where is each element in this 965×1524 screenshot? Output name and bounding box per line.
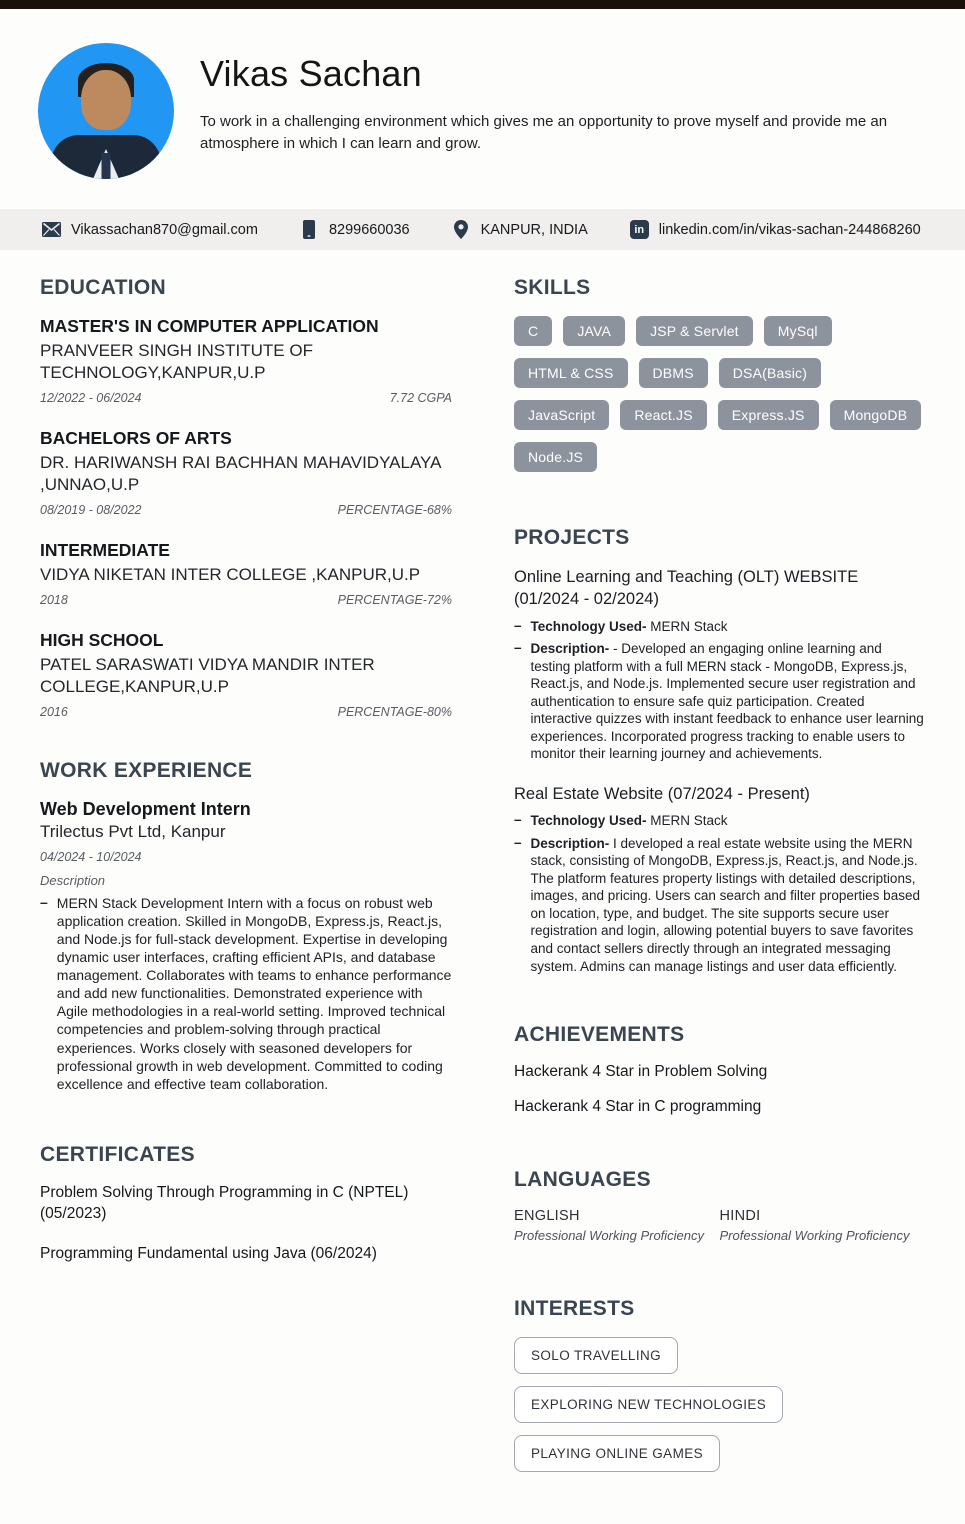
language-entry	[720, 1208, 926, 1243]
skill-pill: JavaScript	[514, 400, 609, 430]
language-level: Professional Working Proficiency	[719, 1228, 910, 1244]
resume-body	[0, 250, 965, 1524]
job-description-text: – MERN Stack Development Intern with a focus on robust web application creation. Skilled in MongoDB, Express.js, React.js, and Node.js for full-stack development. Expertise in developing dynamic user interfaces, crafting efficient APIs, and database management. Collaborates with teams to enhance performance and add new functionalities. Demonstrated experience with Agile methodologies in a real-world setting. Improved technical competencies and problem-solving through practical experiences. Works closely with seasoned developers for professional growth in web development. Committed to coding excellence and effective team collaboration.	[56, 895, 452, 1092]
education-score: PERCENTAGE-68%	[337, 503, 452, 518]
skill-pill: MongoDB	[830, 400, 922, 430]
work-experience-heading: WORK EXPERIENCE	[40, 759, 253, 783]
education-meta	[40, 503, 452, 517]
header-text	[200, 43, 900, 179]
job-description-label: Description	[40, 873, 106, 889]
projects-section	[514, 526, 925, 975]
job-description-bullet	[40, 894, 452, 1093]
skill-pill: JAVA	[563, 316, 625, 346]
education-score: 7.72 CGPA	[389, 391, 452, 406]
candidate-name: Vikas Sachan	[200, 53, 422, 94]
career-objective: To work in a challenging environment which gives me an opportunity to prove myself and provide me an atmosphere in which I can learn and grow.	[200, 113, 888, 152]
contact-phone-text: 8299660036	[328, 221, 410, 238]
education-entry	[40, 428, 452, 517]
project-title: Real Estate Website (07/2024 - Present)	[514, 784, 810, 803]
job-title: Web Development Intern	[40, 799, 251, 820]
project-tech-label: Technology Used-	[530, 813, 647, 829]
language-level: Professional Working Proficiency	[514, 1228, 705, 1244]
languages-heading: LANGUAGES	[514, 1168, 651, 1192]
contact-email[interactable]	[42, 220, 258, 239]
school-name: PRANVEER SINGH INSTITUTE OF TECHNOLOGY,KANPUR,U.P	[40, 340, 313, 382]
education-date: 12/2022 - 06/2024	[40, 391, 142, 406]
contact-linkedin[interactable]	[630, 220, 921, 239]
achievements-heading: ACHIEVEMENTS	[514, 1023, 685, 1047]
resume-header	[0, 9, 965, 179]
school-name: DR. HARIWANSH RAI BACHHAN MAHAVIDYALAYA ,UNNAO,U.P	[40, 452, 441, 495]
skills-list	[514, 316, 925, 472]
work-experience-section	[40, 759, 452, 1093]
education-section	[40, 276, 452, 719]
education-meta	[40, 391, 452, 405]
project-description-text: - Developed an engaging online learning and testing platform with a full MERN stack - MongoDB, Express.js, React.js, and Node.js. Implemented secure user registration and authentication to ensure safe quiz participation. Created interactive quizzes with instant feedback to enhance user learning experiences. Incorporated progress tracking to enable users to monitor their learning journey and achievements.	[530, 641, 924, 762]
certificates-section	[40, 1143, 452, 1265]
education-score: PERCENTAGE-72%	[337, 593, 452, 608]
project-entry	[514, 783, 925, 975]
skill-pill: React.JS	[620, 400, 706, 430]
education-score: PERCENTAGE-80%	[337, 705, 452, 720]
job-date: 04/2024 - 10/2024	[40, 850, 142, 865]
avatar-head	[81, 70, 131, 130]
project-description-text: I developed a real estate website using the MERN stack, consisting of MongoDB, Express.js, React.js, and Node.js. The platform features property listings with detailed descriptions, images, and pricing. Users can search and filter properties based on location, type, and budget. The site supports secure user registration and login, allowing potential buyers to save favorites and contact sellers directly through an integrated messaging system. Admins can manage listings and user data efficiently.	[530, 835, 920, 974]
project-description-label: Description-	[530, 641, 610, 657]
linkedin-icon: in	[630, 220, 649, 239]
interests-heading: INTERESTS	[514, 1297, 635, 1321]
skills-section	[514, 276, 925, 472]
contact-phone[interactable]	[300, 220, 410, 239]
education-entry	[40, 540, 452, 607]
skill-pill: HTML & CSS	[514, 358, 628, 388]
education-heading: EDUCATION	[40, 276, 166, 299]
contact-location	[452, 220, 588, 239]
contact-linkedin-text: linkedin.com/in/vikas-sachan-244868260	[658, 221, 921, 238]
contact-email-text: Vikassachan870@gmail.com	[71, 221, 258, 238]
skill-pill: Express.JS	[718, 400, 819, 430]
project-entry	[514, 566, 925, 763]
language-name: ENGLISH	[514, 1208, 580, 1225]
achievement-item: Hackerank 4 Star in Problem Solving	[514, 1063, 768, 1081]
projects-heading: PROJECTS	[514, 526, 630, 549]
project-tech-value: MERN Stack	[646, 618, 728, 634]
project-description-bullet	[514, 835, 925, 975]
contact-bar	[0, 209, 965, 250]
degree-title: INTERMEDIATE	[40, 540, 170, 561]
skills-heading: SKILLS	[514, 276, 591, 299]
email-icon	[42, 220, 61, 239]
skill-pill: DSA(Basic)	[719, 358, 821, 388]
project-description-bullet	[514, 640, 925, 763]
school-name: VIDYA NIKETAN INTER COLLEGE ,KANPUR,U.P	[40, 565, 421, 584]
project-tech-value: MERN Stack	[646, 813, 728, 829]
degree-title: BACHELORS OF ARTS	[40, 428, 232, 449]
certificate-item: Programming Fundamental using Java (06/2024)	[40, 1244, 377, 1262]
project-description-label: Description-	[530, 835, 610, 851]
education-date: 2018	[40, 593, 68, 608]
interest-item: EXPLORING NEW TECHNOLOGIES	[514, 1386, 783, 1423]
profile-photo	[38, 43, 174, 179]
skill-pill: C	[514, 316, 552, 346]
achievement-item: Hackerank 4 Star in C programming	[514, 1098, 762, 1116]
degree-title: MASTER'S IN COMPUTER APPLICATION	[40, 316, 379, 336]
skill-pill: Node.JS	[514, 442, 597, 472]
left-column	[40, 276, 452, 1484]
skill-pill: DBMS	[639, 358, 708, 388]
education-entry	[40, 316, 452, 405]
degree-title: HIGH SCHOOL	[40, 630, 164, 651]
contact-location-text: KANPUR, INDIA	[480, 221, 588, 238]
interest-item: SOLO TRAVELLING	[514, 1337, 678, 1374]
project-tech-bullet	[514, 812, 925, 830]
language-name: HINDI	[719, 1208, 761, 1225]
skill-pill: MySql	[764, 316, 832, 346]
top-dark-bar	[0, 0, 965, 9]
certificates-heading: CERTIFICATES	[40, 1142, 195, 1166]
certificate-item: Problem Solving Through Programming in C (NPTEL) (05/2023)	[40, 1183, 409, 1222]
phone-icon	[300, 220, 319, 239]
education-date: 2016	[40, 705, 68, 720]
language-entry	[514, 1208, 720, 1243]
project-tech-bullet	[514, 618, 925, 636]
achievements-section	[514, 1023, 925, 1116]
interest-item: PLAYING ONLINE GAMES	[514, 1435, 720, 1472]
education-entry	[40, 630, 452, 719]
languages-section	[514, 1168, 925, 1243]
project-title: Online Learning and Teaching (OLT) WEBSITE (01/2024 - 02/2024)	[514, 568, 859, 609]
education-date: 08/2019 - 08/2022	[40, 503, 142, 518]
skill-pill: JSP & Servlet	[636, 316, 753, 346]
interests-section	[514, 1297, 925, 1472]
education-meta	[40, 705, 452, 719]
job-company: Trilectus Pvt Ltd, Kanpur	[40, 822, 226, 842]
location-pin-icon	[452, 220, 471, 239]
right-column	[514, 276, 925, 1484]
languages-list	[514, 1208, 925, 1243]
school-name: PATEL SARASWATI VIDYA MANDIR INTER COLLEGE,KANPUR,U.P	[40, 654, 375, 697]
education-meta	[40, 593, 452, 607]
avatar-tie	[102, 153, 111, 179]
project-tech-label: Technology Used-	[530, 618, 647, 634]
